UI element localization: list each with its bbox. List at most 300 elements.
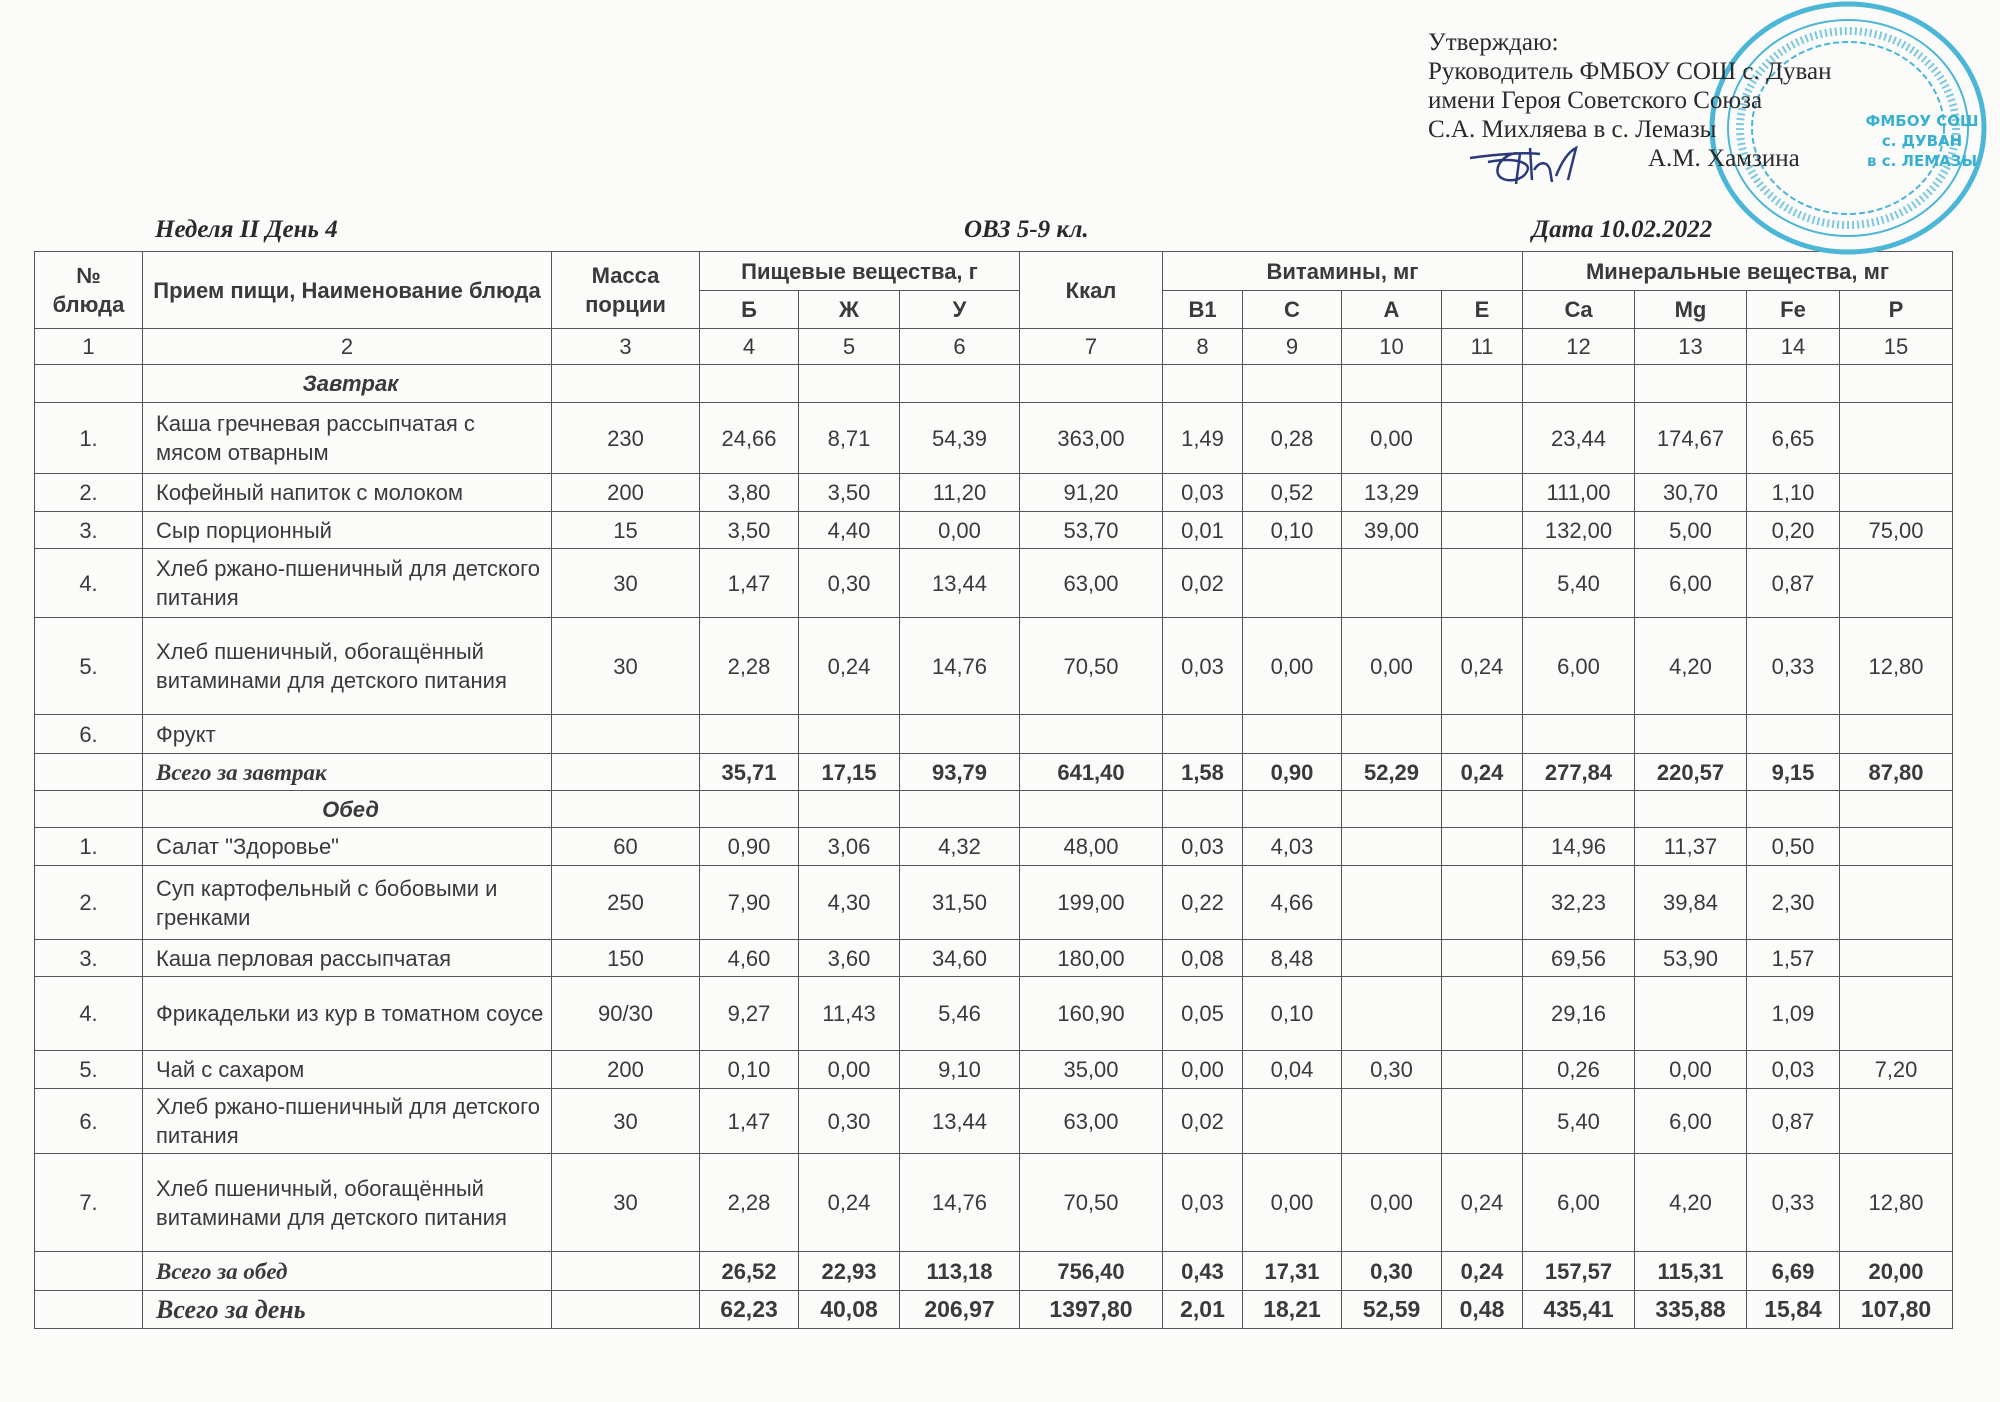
vitamin-e-cell — [1442, 715, 1523, 754]
dish-row — [35, 474, 1953, 512]
phosphorus-cell — [1840, 977, 1953, 1051]
calcium-cell: 32,23 — [1523, 866, 1635, 940]
empty-cell — [900, 791, 1020, 828]
empty-cell — [1747, 365, 1840, 403]
carbs-cell: 14,76 — [900, 618, 1020, 715]
carbs-cell — [900, 715, 1020, 754]
fat-cell: 17,15 — [799, 754, 900, 791]
empty-cell — [1442, 791, 1523, 828]
vitamin-a-cell — [1342, 715, 1442, 754]
kcal-cell: 48,00 — [1020, 828, 1163, 866]
magnesium-cell: 174,67 — [1635, 403, 1747, 474]
vitamin-a-cell: 39,00 — [1342, 512, 1442, 549]
empty-cell — [1163, 791, 1243, 828]
carbs-cell: 34,60 — [900, 940, 1020, 977]
empty-cell — [700, 791, 799, 828]
kcal-cell: 63,00 — [1020, 549, 1163, 618]
dish-number-cell: 3. — [35, 512, 143, 549]
empty-cell — [1342, 365, 1442, 403]
dish-name-cell: Салат "Здоровье" — [143, 828, 552, 866]
empty-cell — [1020, 365, 1163, 403]
magnesium-cell: 39,84 — [1635, 866, 1747, 940]
vitamin-e-cell: 0,24 — [1442, 618, 1523, 715]
portion-mass-cell: 30 — [552, 618, 700, 715]
column-number: 7 — [1020, 329, 1163, 365]
dish-number-cell: 1. — [35, 403, 143, 474]
total-label-cell: Всего за завтрак — [143, 754, 552, 791]
magnesium-cell: 30,70 — [1635, 474, 1747, 512]
portion-mass-cell: 15 — [552, 512, 700, 549]
vitamin-c-cell: 18,21 — [1243, 1291, 1342, 1329]
header-vitamins: Витамины, мг — [1163, 252, 1523, 291]
magnesium-cell: 11,37 — [1635, 828, 1747, 866]
dish-row — [35, 1089, 1953, 1154]
menu-table — [34, 251, 1953, 1329]
calcium-cell: 435,41 — [1523, 1291, 1635, 1329]
magnesium-cell: 53,90 — [1635, 940, 1747, 977]
portion-mass-cell — [552, 1291, 700, 1329]
empty-cell — [1243, 365, 1342, 403]
kcal-cell: 63,00 — [1020, 1089, 1163, 1154]
vitamin-b1-cell: 0,03 — [1163, 828, 1243, 866]
empty-cell — [1840, 791, 1953, 828]
fat-cell: 3,06 — [799, 828, 900, 866]
vitamin-e-cell: 0,24 — [1442, 1252, 1523, 1291]
vitamin-e-cell — [1442, 828, 1523, 866]
header-nutrients: Пищевые вещества, г — [700, 252, 1020, 291]
carbs-cell: 31,50 — [900, 866, 1020, 940]
dish-name-cell: Чай с сахаром — [143, 1051, 552, 1089]
calcium-cell: 23,44 — [1523, 403, 1635, 474]
dish-number-cell: 7. — [35, 1154, 143, 1252]
protein-cell: 4,60 — [700, 940, 799, 977]
portion-mass-cell: 30 — [552, 1089, 700, 1154]
calcium-cell: 5,40 — [1523, 1089, 1635, 1154]
vitamin-c-cell: 0,52 — [1243, 474, 1342, 512]
protein-cell: 3,80 — [700, 474, 799, 512]
calcium-cell: 5,40 — [1523, 549, 1635, 618]
vitamin-c-cell: 4,66 — [1243, 866, 1342, 940]
column-number: 10 — [1342, 329, 1442, 365]
fat-cell: 22,93 — [799, 1252, 900, 1291]
empty-cell — [1163, 365, 1243, 403]
vitamin-c-cell: 0,10 — [1243, 512, 1342, 549]
kcal-cell: 363,00 — [1020, 403, 1163, 474]
fat-cell: 3,60 — [799, 940, 900, 977]
dish-row — [35, 512, 1953, 549]
fat-cell: 3,50 — [799, 474, 900, 512]
total-label-cell: Всего за день — [143, 1291, 552, 1329]
column-number: 9 — [1243, 329, 1342, 365]
vitamin-c-cell: 0,28 — [1243, 403, 1342, 474]
fat-cell: 0,30 — [799, 1089, 900, 1154]
calcium-cell: 6,00 — [1523, 1154, 1635, 1252]
carbs-cell: 113,18 — [900, 1252, 1020, 1291]
vitamin-b1-cell: 0,02 — [1163, 1089, 1243, 1154]
column-number: 13 — [1635, 329, 1747, 365]
vitamin-c-cell — [1243, 549, 1342, 618]
vitamin-a-cell: 0,30 — [1342, 1252, 1442, 1291]
phosphorus-cell: 7,20 — [1840, 1051, 1953, 1089]
phosphorus-cell — [1840, 474, 1953, 512]
vitamin-e-cell — [1442, 866, 1523, 940]
vitamin-b1-cell — [1163, 715, 1243, 754]
protein-cell: 9,27 — [700, 977, 799, 1051]
vitamin-e-cell — [1442, 1051, 1523, 1089]
phosphorus-cell — [1840, 403, 1953, 474]
vitamin-b1-cell: 2,01 — [1163, 1291, 1243, 1329]
calcium-cell — [1523, 715, 1635, 754]
empty-cell — [799, 365, 900, 403]
dish-name-cell: Хлеб пшеничный, обогащённый витаминами для детского питания — [143, 1154, 552, 1252]
fat-cell: 0,24 — [799, 618, 900, 715]
portion-mass-cell: 90/30 — [552, 977, 700, 1051]
dish-number-cell: 5. — [35, 1051, 143, 1089]
carbs-cell: 9,10 — [900, 1051, 1020, 1089]
phosphorus-cell — [1840, 828, 1953, 866]
meal-section-title: Завтрак — [143, 365, 552, 403]
vitamin-c-cell: 0,00 — [1243, 618, 1342, 715]
phosphorus-cell: 12,80 — [1840, 618, 1953, 715]
empty-cell — [1523, 365, 1635, 403]
column-number: 15 — [1840, 329, 1953, 365]
dish-number-cell: 5. — [35, 618, 143, 715]
vitamin-b1-cell: 1,58 — [1163, 754, 1243, 791]
magnesium-cell: 5,00 — [1635, 512, 1747, 549]
vitamin-a-cell — [1342, 977, 1442, 1051]
calcium-cell: 69,56 — [1523, 940, 1635, 977]
header-minerals: Минеральные вещества, мг — [1523, 252, 1953, 291]
portion-mass-cell: 150 — [552, 940, 700, 977]
phosphorus-cell — [1840, 940, 1953, 977]
calcium-cell: 277,84 — [1523, 754, 1635, 791]
iron-cell: 15,84 — [1747, 1291, 1840, 1329]
vitamin-e-cell — [1442, 1089, 1523, 1154]
vitamin-c-cell: 0,10 — [1243, 977, 1342, 1051]
kcal-cell: 70,50 — [1020, 618, 1163, 715]
iron-cell: 1,57 — [1747, 940, 1840, 977]
iron-cell: 6,69 — [1747, 1252, 1840, 1291]
header-dish-number: № блюда — [35, 252, 143, 329]
dish-row — [35, 1051, 1953, 1089]
vitamin-a-cell: 0,00 — [1342, 1154, 1442, 1252]
portion-mass-cell: 200 — [552, 1051, 700, 1089]
dish-name-cell: Фрикадельки из кур в томатном соусе — [143, 977, 552, 1051]
empty-cell — [1342, 791, 1442, 828]
fat-cell: 4,40 — [799, 512, 900, 549]
vitamin-e-cell — [1442, 474, 1523, 512]
magnesium-cell — [1635, 977, 1747, 1051]
header-portion-mass: Масса порции — [552, 252, 700, 329]
week-day-label: Неделя II День 4 — [155, 216, 338, 243]
dish-name-cell: Каша гречневая рассыпчатая с мясом отварным — [143, 403, 552, 474]
dish-number-cell: 2. — [35, 866, 143, 940]
column-number: 1 — [35, 329, 143, 365]
protein-cell: 1,47 — [700, 1089, 799, 1154]
kcal-cell: 756,40 — [1020, 1252, 1163, 1291]
dish-number-cell: 6. — [35, 715, 143, 754]
column-number: 2 — [143, 329, 552, 365]
dish-name-cell: Хлеб ржано-пшеничный для детского питания — [143, 1089, 552, 1154]
kcal-cell — [1020, 715, 1163, 754]
magnesium-cell: 6,00 — [1635, 549, 1747, 618]
vitamin-c-cell: 17,31 — [1243, 1252, 1342, 1291]
phosphorus-cell: 12,80 — [1840, 1154, 1953, 1252]
empty-cell — [552, 365, 700, 403]
approval-position: Руководитель ФМБОУ СОШ с. Дуван — [1428, 58, 1832, 85]
magnesium-cell: 220,57 — [1635, 754, 1747, 791]
vitamin-c-cell — [1243, 1089, 1342, 1154]
kcal-cell: 35,00 — [1020, 1051, 1163, 1089]
empty-cell — [1020, 791, 1163, 828]
meal-total-row — [35, 1252, 1953, 1291]
portion-mass-cell: 250 — [552, 866, 700, 940]
dish-name-cell: Хлеб пшеничный, обогащённый витаминами для детского питания — [143, 618, 552, 715]
header-kcal: Ккал — [1020, 252, 1163, 329]
protein-cell: 2,28 — [700, 618, 799, 715]
empty-cell — [1840, 365, 1953, 403]
vitamin-c-cell: 0,90 — [1243, 754, 1342, 791]
vitamin-e-cell — [1442, 977, 1523, 1051]
kcal-cell: 180,00 — [1020, 940, 1163, 977]
total-label-cell: Всего за обед — [143, 1252, 552, 1291]
column-number: 12 — [1523, 329, 1635, 365]
iron-cell: 9,15 — [1747, 754, 1840, 791]
iron-cell: 0,33 — [1747, 618, 1840, 715]
column-number: 14 — [1747, 329, 1840, 365]
carbs-cell: 13,44 — [900, 1089, 1020, 1154]
vitamin-e-cell — [1442, 940, 1523, 977]
calcium-cell: 111,00 — [1523, 474, 1635, 512]
vitamin-a-cell — [1342, 1089, 1442, 1154]
vitamin-b1-cell: 0,01 — [1163, 512, 1243, 549]
vitamin-e-cell: 0,48 — [1442, 1291, 1523, 1329]
dish-name-cell: Каша перловая рассыпчатая — [143, 940, 552, 977]
portion-mass-cell — [552, 754, 700, 791]
protein-cell: 35,71 — [700, 754, 799, 791]
magnesium-cell: 4,20 — [1635, 618, 1747, 715]
dish-row — [35, 828, 1953, 866]
empty-cell — [1523, 791, 1635, 828]
vitamin-c-cell: 0,00 — [1243, 1154, 1342, 1252]
dish-number-cell: 1. — [35, 828, 143, 866]
magnesium-cell: 4,20 — [1635, 1154, 1747, 1252]
dish-row — [35, 866, 1953, 940]
portion-mass-cell: 230 — [552, 403, 700, 474]
phosphorus-cell — [1840, 715, 1953, 754]
vitamin-e-cell: 0,24 — [1442, 754, 1523, 791]
vitamin-b1-cell: 0,03 — [1163, 618, 1243, 715]
group-label: ОВЗ 5-9 кл. — [964, 216, 1089, 243]
column-number: 3 — [552, 329, 700, 365]
vitamin-a-cell: 13,29 — [1342, 474, 1442, 512]
magnesium-cell: 335,88 — [1635, 1291, 1747, 1329]
carbs-cell: 54,39 — [900, 403, 1020, 474]
fat-cell — [799, 715, 900, 754]
portion-mass-cell: 30 — [552, 549, 700, 618]
iron-cell: 0,20 — [1747, 512, 1840, 549]
dish-row — [35, 715, 1953, 754]
empty-cell — [1243, 791, 1342, 828]
phosphorus-cell: 107,80 — [1840, 1291, 1953, 1329]
dish-row — [35, 977, 1953, 1051]
protein-cell: 0,90 — [700, 828, 799, 866]
subheader-p: P — [1840, 291, 1953, 329]
dish-number-cell — [35, 791, 143, 828]
dish-name-cell: Кофейный напиток с молоком — [143, 474, 552, 512]
protein-cell: 1,47 — [700, 549, 799, 618]
approval-school-name: имени Героя Советского Союза — [1428, 87, 1763, 114]
vitamin-a-cell: 0,30 — [1342, 1051, 1442, 1089]
empty-cell — [552, 791, 700, 828]
day-total-row — [35, 1291, 1953, 1329]
dish-row — [35, 549, 1953, 618]
empty-cell — [900, 365, 1020, 403]
kcal-cell: 91,20 — [1020, 474, 1163, 512]
kcal-cell: 160,90 — [1020, 977, 1163, 1051]
meal-total-row — [35, 754, 1953, 791]
stamp-line-2: с. ДУВАН — [1881, 132, 1963, 150]
carbs-cell: 11,20 — [900, 474, 1020, 512]
dish-name-cell: Фрукт — [143, 715, 552, 754]
vitamin-b1-cell: 0,22 — [1163, 866, 1243, 940]
calcium-cell: 157,57 — [1523, 1252, 1635, 1291]
magnesium-cell — [1635, 715, 1747, 754]
stamp-line-1: ФМБОУ СОШ — [1865, 112, 1979, 130]
portion-mass-cell — [552, 1252, 700, 1291]
dish-number-cell: 2. — [35, 474, 143, 512]
subheader-a: A — [1342, 291, 1442, 329]
iron-cell — [1747, 715, 1840, 754]
subheader-mg: Mg — [1635, 291, 1747, 329]
protein-cell: 3,50 — [700, 512, 799, 549]
vitamin-a-cell: 0,00 — [1342, 403, 1442, 474]
column-number: 5 — [799, 329, 900, 365]
calcium-cell: 14,96 — [1523, 828, 1635, 866]
signature — [1468, 140, 1588, 190]
protein-cell: 2,28 — [700, 1154, 799, 1252]
iron-cell: 0,03 — [1747, 1051, 1840, 1089]
dish-number-cell: 4. — [35, 549, 143, 618]
phosphorus-cell: 87,80 — [1840, 754, 1953, 791]
subheader-e: E — [1442, 291, 1523, 329]
empty-cell — [799, 791, 900, 828]
column-number: 6 — [900, 329, 1020, 365]
vitamin-b1-cell: 0,05 — [1163, 977, 1243, 1051]
dish-name-cell: Суп картофельный с бобовыми и гренками — [143, 866, 552, 940]
subheader-ж: Ж — [799, 291, 900, 329]
portion-mass-cell: 60 — [552, 828, 700, 866]
meal-section-row — [35, 791, 1953, 828]
kcal-cell: 199,00 — [1020, 866, 1163, 940]
vitamin-a-cell: 0,00 — [1342, 618, 1442, 715]
protein-cell: 7,90 — [700, 866, 799, 940]
dish-number-cell — [35, 365, 143, 403]
subheader-fe: Fe — [1747, 291, 1840, 329]
meal-section-row — [35, 365, 1953, 403]
vitamin-b1-cell: 0,03 — [1163, 1154, 1243, 1252]
calcium-cell: 29,16 — [1523, 977, 1635, 1051]
iron-cell: 2,30 — [1747, 866, 1840, 940]
dish-number-cell — [35, 1291, 143, 1329]
phosphorus-cell — [1840, 866, 1953, 940]
vitamin-c-cell — [1243, 715, 1342, 754]
dish-number-cell: 6. — [35, 1089, 143, 1154]
vitamin-a-cell — [1342, 940, 1442, 977]
dish-name-cell: Хлеб ржано-пшеничный для детского питания — [143, 549, 552, 618]
dish-row — [35, 940, 1953, 977]
magnesium-cell: 0,00 — [1635, 1051, 1747, 1089]
carbs-cell: 93,79 — [900, 754, 1020, 791]
portion-mass-cell: 200 — [552, 474, 700, 512]
carbs-cell: 14,76 — [900, 1154, 1020, 1252]
stamp-line-3: в с. ЛЕМАЗЫ — [1867, 152, 1977, 170]
dish-name-cell: Сыр порционный — [143, 512, 552, 549]
column-number: 11 — [1442, 329, 1523, 365]
fat-cell: 0,24 — [799, 1154, 900, 1252]
vitamin-c-cell: 0,04 — [1243, 1051, 1342, 1089]
subheader-б: Б — [700, 291, 799, 329]
fat-cell: 0,30 — [799, 549, 900, 618]
vitamin-c-cell: 4,03 — [1243, 828, 1342, 866]
calcium-cell: 0,26 — [1523, 1051, 1635, 1089]
fat-cell: 8,71 — [799, 403, 900, 474]
column-number: 4 — [700, 329, 799, 365]
carbs-cell: 206,97 — [900, 1291, 1020, 1329]
approval-school-location: С.А. Михляева в с. Лемазы — [1428, 116, 1717, 143]
kcal-cell: 53,70 — [1020, 512, 1163, 549]
fat-cell: 0,00 — [799, 1051, 900, 1089]
protein-cell: 26,52 — [700, 1252, 799, 1291]
header-dish-name: Прием пищи, Наименование блюда — [143, 252, 552, 329]
phosphorus-cell: 20,00 — [1840, 1252, 1953, 1291]
vitamin-c-cell: 8,48 — [1243, 940, 1342, 977]
fat-cell: 4,30 — [799, 866, 900, 940]
meal-section-title: Обед — [143, 791, 552, 828]
protein-cell: 0,10 — [700, 1051, 799, 1089]
phosphorus-cell — [1840, 549, 1953, 618]
dish-number-cell: 4. — [35, 977, 143, 1051]
vitamin-a-cell — [1342, 866, 1442, 940]
subheader-у: У — [900, 291, 1020, 329]
subheader-c: C — [1243, 291, 1342, 329]
portion-mass-cell — [552, 715, 700, 754]
carbs-cell: 13,44 — [900, 549, 1020, 618]
protein-cell — [700, 715, 799, 754]
date-label: Дата 10.02.2022 — [1532, 216, 1713, 243]
column-number: 8 — [1163, 329, 1243, 365]
vitamin-e-cell: 0,24 — [1442, 1154, 1523, 1252]
carbs-cell: 4,32 — [900, 828, 1020, 866]
dish-number-cell — [35, 754, 143, 791]
subheader-ca: Ca — [1523, 291, 1635, 329]
magnesium-cell: 6,00 — [1635, 1089, 1747, 1154]
iron-cell: 1,10 — [1747, 474, 1840, 512]
dish-number-cell — [35, 1252, 143, 1291]
fat-cell: 40,08 — [799, 1291, 900, 1329]
empty-cell — [1635, 791, 1747, 828]
kcal-cell: 70,50 — [1020, 1154, 1163, 1252]
vitamin-a-cell — [1342, 828, 1442, 866]
vitamin-b1-cell: 0,03 — [1163, 474, 1243, 512]
vitamin-a-cell: 52,29 — [1342, 754, 1442, 791]
iron-cell: 0,87 — [1747, 1089, 1840, 1154]
iron-cell: 0,33 — [1747, 1154, 1840, 1252]
dish-row — [35, 618, 1953, 715]
phosphorus-cell — [1840, 1089, 1953, 1154]
empty-cell — [1442, 365, 1523, 403]
approval-heading: Утверждаю: — [1428, 29, 1559, 56]
